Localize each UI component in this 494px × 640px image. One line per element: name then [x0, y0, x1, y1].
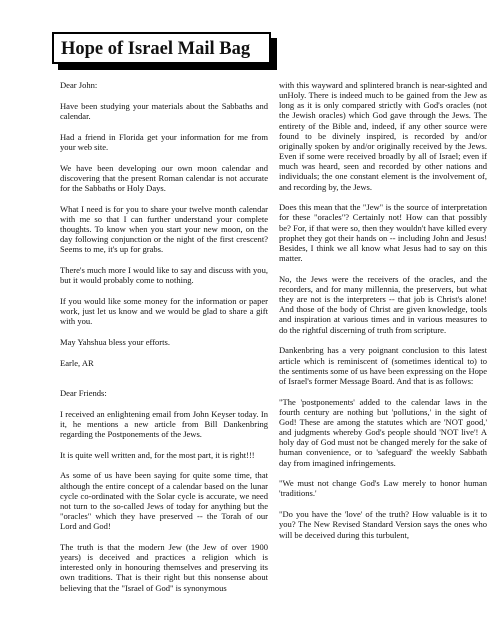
- letter2-paragraph: The truth is that the modern Jew (the Jew of over 1900 years) is deceived and practices a religion which is interested only in honouring themselves and preserving its own traditions. That is their right but this nonsense about believing that the "Israel of God" is synonymous: [60, 541, 268, 593]
- letter1-paragraph: If you would like some money for the information or paper work, just let us know and we would be glad to share a gift with you.: [60, 295, 268, 327]
- letter2-paragraph: It is quite well written and, for the most part, it is right!!!: [60, 449, 255, 460]
- right-paragraph: No, the Jews were the receivers of the oracles, and the recorders, and for many millennia, the preservers, but what they are not is the interpreters -- that job is Christ's alone! And those of the body of Christ are given knowledge, tools and inspiration at various times and in various measures to do the rightful discerning of truth from scripture.: [279, 273, 487, 335]
- letter1-salutation: Dear John:: [60, 80, 98, 90]
- letter1-paragraph: We have been developing our own moon calendar and discovering that the present Roman calendar is not accurate for the Sabbaths or Holy Days.: [60, 162, 268, 193]
- letter2-paragraph: I received an enlightening email from John Keyser today. In it, he mentions a new article from Bill Dankenbring regarding the Postponements of the Jews.: [60, 408, 268, 439]
- letter2-paragraph: As some of us have been saying for quite some time, that although the entire concept of a calendar based on the lunar cycle co-ordinated with the Solar cycle is accurate, we need not turn to the so-called Jews of today for anything but the "oracles" which they have preserved -- the Torah of our Lord and God!: [60, 470, 268, 532]
- right-paragraph: with this wayward and splintered branch is near-sighted and unHoly. There is indeed much to be gained from the Jew as long as it is only compared strictly with God's oracles (not the Jewish oracles) which God gave through the Jews. The entirety of the Bible and, indeed, if any other source were found to be divinely inspired, is recorded by and/or originally spoken by and/or originally received by the Jews. Even if some were received broadly by all of Israel; even if much was heard, seen and recorded by other nations and individuals; the one constant element is the involvement of, and recording by, the Jews.: [279, 80, 487, 192]
- title-box: [52, 32, 271, 64]
- letter2-salutation: Dear Friends:: [60, 387, 107, 398]
- left-column: [60, 80, 268, 603]
- letter1-paragraph: Had a friend in Florida get your information for me from your web site.: [60, 131, 268, 152]
- right-column: [279, 80, 487, 550]
- letter1-paragraph: There's much more I would like to say and discuss with you, but it would probably come to nothing.: [60, 265, 268, 286]
- letter1-paragraph: What I need is for you to share your twelve month calendar with me so that I can further understand your complete thoughts. To know when you start your new moon, on the day following conjunction or the night of the first crescent? Seems to me, it's up for grabs.: [60, 203, 268, 255]
- right-paragraph: Dankenbring has a very poignant conclusion to this latest article which is reminiscent of (sometimes identical to) to the sentiments some of us have been expressing on the Hope of Israel's former Message Board. And that is as follows:: [279, 345, 487, 386]
- right-paragraph: Does this mean that the "Jew" is the source of interpretation for these "oracles"? Certainly not! How can that possibly be? For, if that were so, then they wouldn't have killed every prophet they got their hands on -- including John and Jesus! Besides, I think we all know what Jesus had to say on this matter.: [279, 202, 487, 264]
- letter1-paragraph: Have been studying your materials about the Sabbaths and calendar.: [60, 100, 268, 121]
- letter1-closing: May Yahshua bless your efforts.: [60, 336, 170, 347]
- letter1-signature: Earle, AR: [60, 357, 94, 368]
- page-title: Hope of Israel Mail Bag: [61, 39, 251, 59]
- letter1-signature-block: [60, 337, 268, 368]
- quote-paragraph: "Do you have the 'love' of the truth? How valuable is it to you? The New Revised Standard Version says the ones who will be deceived during this turbulent,: [279, 509, 487, 540]
- quote-paragraph: "The 'postponements' added to the calendar laws in the fourth century are nothing but 'pollutions,' in the sight of God! These are among the statutes which are 'NOT good,' and judgments whereby God's people should 'NOT live'! A holy day of God must not be changed merely for the sake of human convenience, or to 'safeguard' the weekly Sabbath day from imagined infringements.: [279, 396, 487, 468]
- quote-paragraph: "We must not change God's Law merely to honor human 'traditions.': [279, 478, 487, 499]
